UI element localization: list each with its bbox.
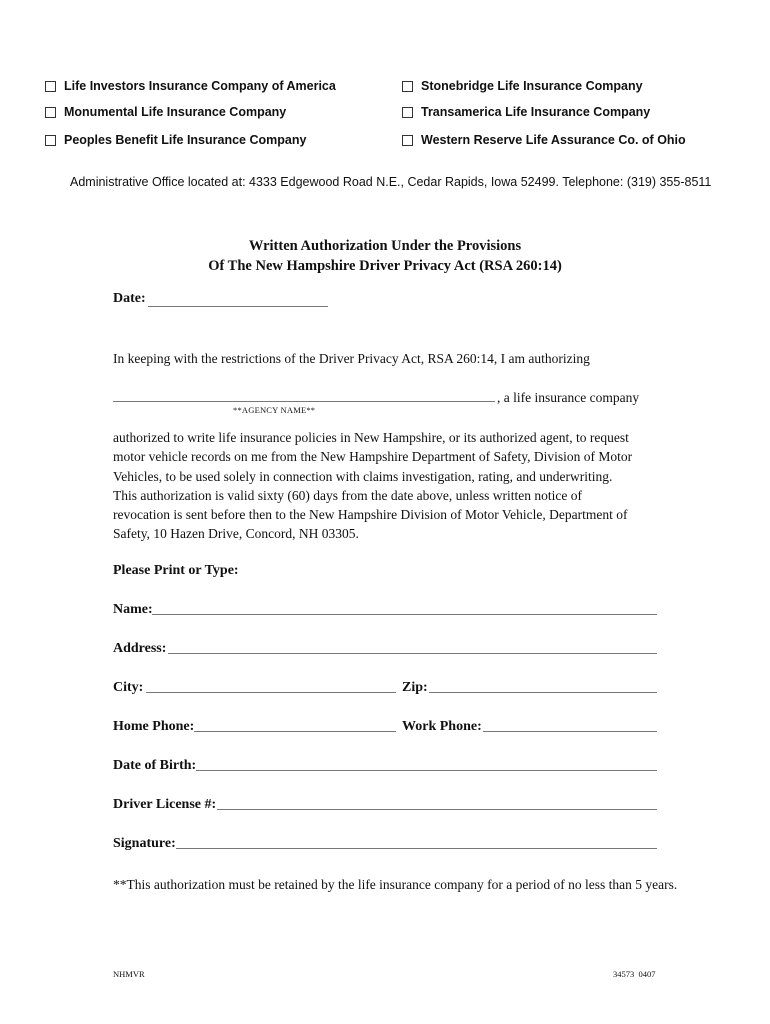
paragraph-line: revocation is sent before then to the New Hampshire Division of Motor Vehicle, Department of: [113, 507, 628, 523]
document-title-line-2: Of The New Hampshire Driver Privacy Act (RSA 260:14): [208, 258, 562, 274]
company-option[interactable]: [45, 133, 306, 147]
checkbox[interactable]: [45, 81, 56, 92]
company-label: Stonebridge Life Insurance Company: [421, 79, 643, 93]
company-option[interactable]: [402, 133, 686, 147]
company-label: Peoples Benefit Life Insurance Company: [64, 133, 307, 147]
signature-label: Signature:: [113, 836, 176, 851]
checkbox[interactable]: [45, 107, 56, 118]
zip-label: Zip:: [402, 680, 428, 695]
driver-license-label: Driver License #:: [113, 797, 217, 812]
authorization-paragraph: [113, 428, 673, 544]
agency-name-field[interactable]: [113, 401, 495, 402]
checkbox[interactable]: [402, 135, 413, 146]
checkbox[interactable]: [45, 135, 56, 146]
form-number: 34573 0407: [613, 969, 656, 979]
checkbox[interactable]: [402, 81, 413, 92]
paragraph-line: Vehicles, to be used solely in connection with claims investigation, rating, and underwriting.: [113, 468, 613, 484]
company-label: Life Investors Insurance Company of America: [64, 79, 336, 93]
agency-suffix: , a life insurance company: [497, 390, 640, 405]
paragraph-line: Safety, 10 Hazen Drive, Concord, NH 03305.: [113, 526, 359, 542]
intro-text: In keeping with the restrictions of the Driver Privacy Act, RSA 260:14, I am authorizing: [113, 351, 590, 366]
checkbox[interactable]: [402, 107, 413, 118]
retention-note: **This authorization must be retained by the life insurance company for a period of no less than 5 years.: [113, 877, 678, 892]
date-field[interactable]: [148, 306, 328, 307]
form-code: NHMVR: [113, 969, 145, 979]
city-field[interactable]: [146, 692, 396, 693]
paragraph-line: authorized to write life insurance policies in New Hampshire, or its authorized agent, to request: [113, 430, 629, 445]
company-label: Western Reserve Life Assurance Co. of Ohio: [421, 133, 686, 147]
company-option[interactable]: [402, 105, 650, 119]
home-phone-label: Home Phone:: [113, 719, 195, 734]
company-option[interactable]: [402, 79, 643, 93]
dob-label: Date of Birth:: [113, 758, 197, 773]
dob-field[interactable]: [196, 770, 657, 771]
city-label: City:: [113, 680, 144, 695]
signature-field[interactable]: [176, 848, 657, 849]
company-option[interactable]: [45, 79, 336, 93]
address-field[interactable]: [168, 653, 657, 654]
address-label: Address:: [113, 641, 167, 656]
paragraph-line: motor vehicle records on me from the New Hampshire Department of Safety, Division of Motor: [113, 449, 633, 465]
company-option[interactable]: [45, 105, 286, 119]
name-field[interactable]: [152, 614, 657, 615]
date-label: Date:: [113, 291, 146, 306]
paragraph-line: This authorization is valid sixty (60) days from the date above, unless written notice of: [113, 487, 583, 503]
name-label: Name:: [113, 602, 153, 617]
company-label: Monumental Life Insurance Company: [64, 105, 287, 119]
print-instruction: Please Print or Type:: [113, 563, 239, 578]
work-phone-label: Work Phone:: [402, 719, 482, 734]
driver-license-field[interactable]: [217, 809, 657, 810]
agency-caption: **AGENCY NAME**: [233, 405, 316, 415]
home-phone-field[interactable]: [194, 731, 396, 732]
work-phone-field[interactable]: [483, 731, 657, 732]
company-label: Transamerica Life Insurance Company: [421, 105, 651, 119]
admin-office-address: Administrative Office located at: 4333 Edgewood Road N.E., Cedar Rapids, Iowa 52499. Telephone: (319) 355-8511: [70, 175, 712, 189]
zip-field[interactable]: [429, 692, 657, 693]
document-title-line-1: Written Authorization Under the Provisions: [248, 238, 522, 254]
